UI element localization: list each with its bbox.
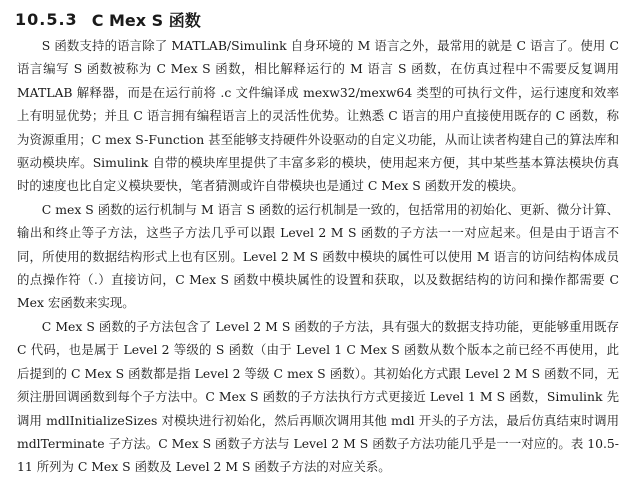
section-body [17,34,619,479]
section-number: 10.5.3 [15,9,78,29]
section-heading [15,4,619,34]
section-title: C Mex S 函数 [91,10,201,30]
paragraph-1: S 函数支持的语言除了 MATLAB/Simulink 自身环境的 M 语言之外，最常用的就是 C 语言了。使用 C 语言编写 S 函数被称为 C Mex S 函数，相比解释运行的 M 语言 S 函数，在仿真过程中不需要反复调用 MATLAB 解释器，而是在运行前将 .c 文件编译成 mexw32/mexw64 类型的可执行文件，运行速度和效率上有明显优势；并且 C 语言拥有编程语言上的灵活性优势。让熟悉 C 语言的用户直接使用既存的 C 函数，称为资源重用；C mex S-Function 甚至能够支持硬件外设驱动的自定义功能，从而让读者构建自己的算法库和驱动模块库。Simulink 自带的模块库里提供了丰富多彩的模块，使用起来方便，其中某些基本算法模块仿真时的速度也比自定义模块要快，笔者猜测或许自带模块也是通过 C Mex S 函数开发的模块。 [17,38,619,194]
paragraph-3: C Mex S 函数的子方法包含了 Level 2 M S 函数的子方法，具有强大的数据支持功能，更能够重用既存 C 代码，也是属于 Level 2 等级的 S 函数（由于 Level 1 C Mex S 函数从数个版本之前已经不再使用，此后提到的 C Mex S 函数都是指 Level 2 等级 C mex S 函数）。其初始化方式跟 Level 2 M S 函数不同，无须注册回调函数到每个子方法中。C Mex S 函数的子方法执行方式更接近 Level 1 M S 函数，Simulink 先调用 mdlInitializeSizes 对模块进行初始化，然后再顺次调用其他 mdl 开头的子方法，最后仿真结束时调用 mdlTerminate 子方法。C Mex S 函数子方法与 Level 2 M S 函数子方法功能几乎是一一对应的。表 10.5-11 所列为 C Mex S 函数及 Level 2 M S 函数子方法的对应关系。 [17,318,619,475]
paragraph-2: C mex S 函数的运行机制与 M 语言 S 函数的运行机制是一致的，包括常用的初始化、更新、微分计算、输出和终止等子方法，这些子方法几乎可以跟 Level 2 M S 函数的子方法一一对应起来。但是由于语言不同，所使用的数据结构形式上也有区别。Level 2 M S 函数中模块的属性可以使用 M 语言的访问结构体成员的点操作符（.）直接访问，C Mex S 函数中模块属性的设置和获取，以及数据结构的访问和操作都需要 C Mex 宏函数来实现。 [17,201,619,311]
